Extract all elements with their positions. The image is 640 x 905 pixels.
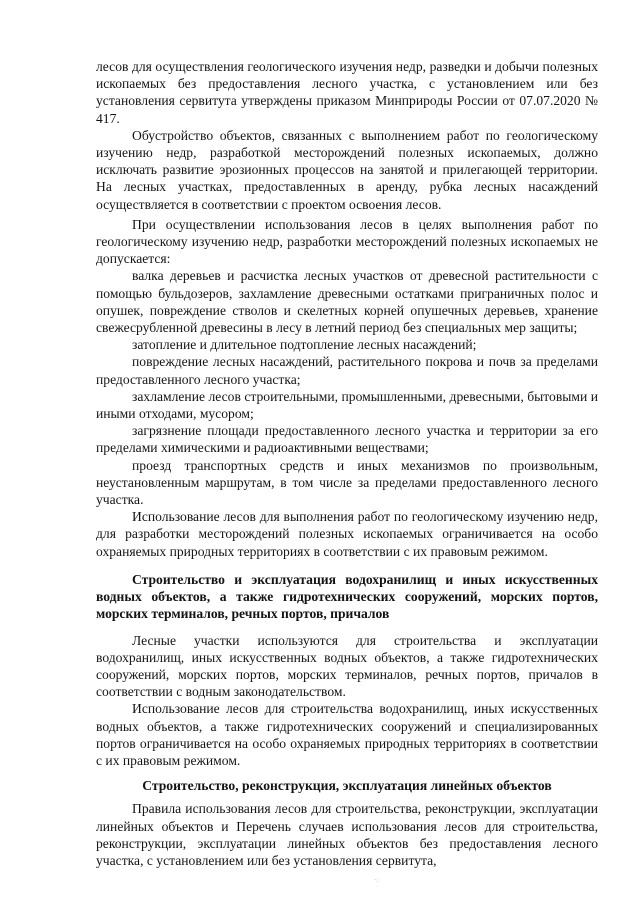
list-item: загрязнение площади предоставленного лесного участка и территории за его пределами химическими и радиоактивными веществами;	[96, 423, 598, 456]
section-heading: Строительство и эксплуатация водохранилищ и иных искусственных водных объектов, а также гидротехнических сооружений, морских портов, морских терминалов, речных портов, причалов	[96, 571, 598, 622]
list-item: проезд транспортных средств и иных механизмов по произвольным, неустановленным маршрутам, в том числе за пределами предоставленного лесного участка.	[96, 457, 598, 508]
list-item: захламление лесов строительными, промышленными, древесными, бытовыми и иными отходами, мусором;	[96, 388, 598, 422]
section-heading: Строительство, реконструкция, эксплуатация линейных объектов	[142, 778, 552, 794]
list-item: затопление и длительное подтопление лесных насаждений;	[132, 337, 477, 353]
paragraph: При осуществлении использования лесов в целях выполнения работ по геологическому изучению недр, разработки месторождений полезных ископаемых не допускается:	[96, 216, 598, 267]
list-item: валка деревьев и расчистка лесных участков от древесной растительности с помощью бульдозеров, захламление древесными остатками приграничных полос и опушек, повреждение стволов и скелетных корней опушечных деревьев, хранение свежесрубленной древесины в лесу в летний период без специальных мер защиты;	[96, 268, 598, 336]
scan-mark: ·:	[374, 876, 379, 884]
paragraph: Обустройство объектов, связанных с выполнением работ по геологическому изучению недр, разработкой месторождений полезных ископаемых, должно исключать развитие эрозионных процессов на занятой и прилегающей территории. На лесных участках, предоставленных в аренду, рубка лесных насаждений осуществляется в соответствии с проектом освоения лесов.	[96, 127, 598, 212]
paragraph: Использование лесов для выполнения работ по геологическому изучению недр, для разработки месторождений полезных ископаемых ограничивается на особо охраняемых природных территориях в соответствии с их правовым режимом.	[96, 509, 598, 559]
paragraph: Лесные участки используются для строительства и эксплуатации водохранилищ, иных искусственных водных объектов, а также гидротехнических сооружений, морских портов, морских терминалов, речных портов, причалов в соответствии с водным законодательством.	[96, 632, 598, 700]
paragraph: Использование лесов для строительства водохранилищ, иных искусственных водных объектов, а также гидротехнических сооружений и специализированных портов ограничивается на особо охраняемых природных территориях в соответствии с их правовым режимом.	[96, 701, 598, 768]
document-page	[96, 58, 598, 869]
paragraph: лесов для осуществления геологического изучения недр, разведки и добычи полезных ископаемых без предоставления лесного участка, с установлением или без установления сервитута утверждены приказом Минприроды России от 07.07.2020 № 417.	[96, 59, 598, 126]
list-item: повреждение лесных насаждений, растительного покрова и почв за пределами предоставленного лесного участка;	[96, 354, 598, 387]
paragraph: Правила использования лесов для строительства, реконструкции, эксплуатации линейных объектов и Перечень случаев использования лесов для строительства, реконструкции, эксплуатации линейных объектов без предоставления лесного участка, с установлением или без установления сервитута,	[96, 801, 598, 868]
